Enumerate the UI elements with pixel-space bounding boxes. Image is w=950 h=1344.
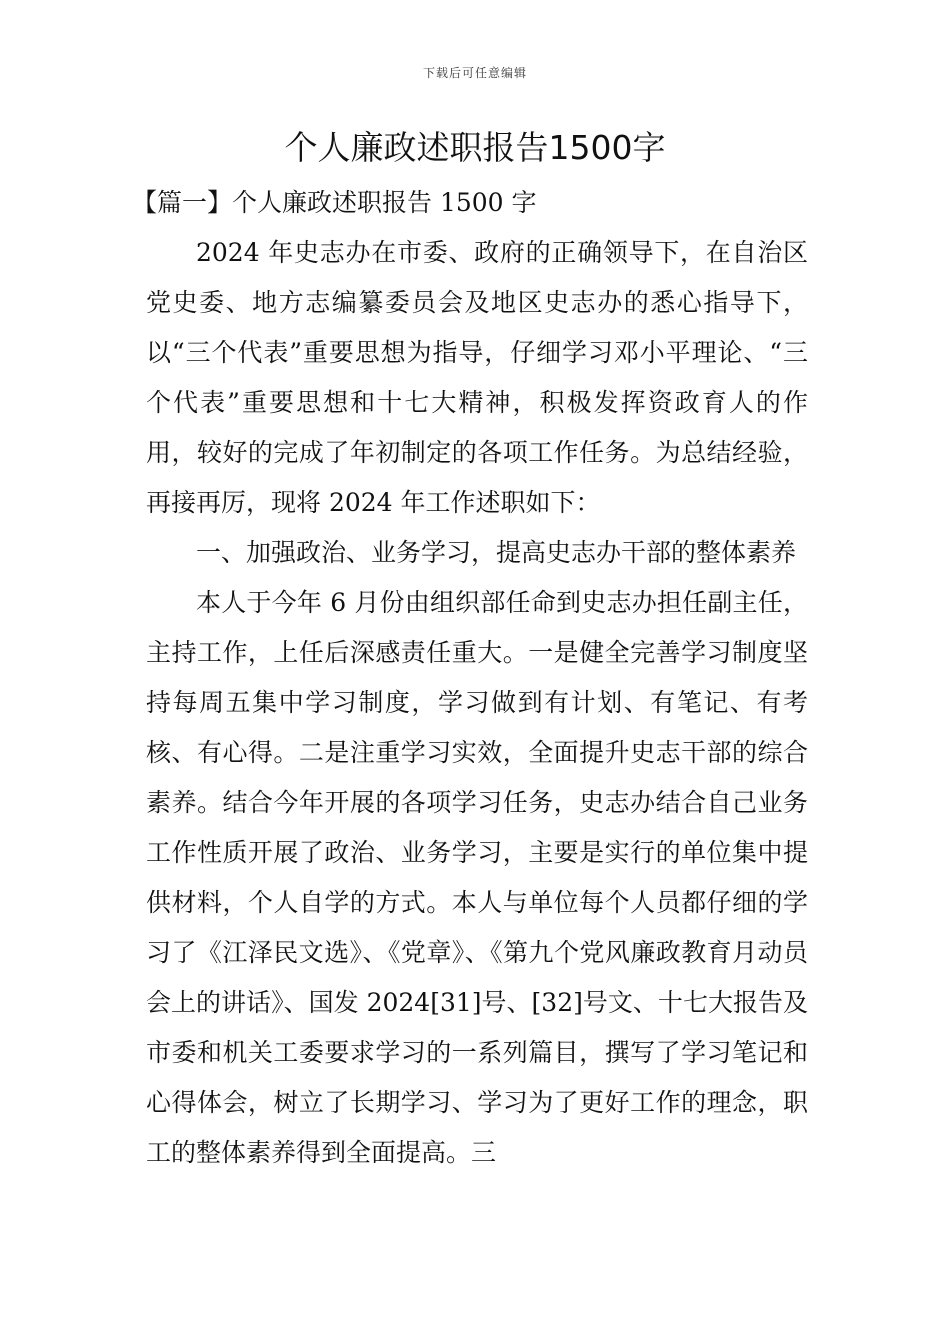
header-note: 下载后可任意编辑 [422,66,527,80]
section-heading: 【篇一】个人廉政述职报告 1500 字 [132,188,537,217]
paragraph-intro: 2024 年史志办在市委、政府的正确领导下，在自治区党史委、地方志编纂委员会及地区史志办的悉心指导下，以“三个代表”重要思想为指导，仔细学习邓小平理论、“三个代表”重要思想和十七大精神，积极发挥资政育人的作用，较好的完成了年初制定的各项工作任务。为总结经验，再接再厉，现将 2024 年工作述职如下： [146,238,808,517]
paragraph-subheading: 一、加强政治、业务学习，提高史志办干部的整体素养 [196,538,797,567]
document-body [132,178,808,1178]
document-title: 个人廉政述职报告1500字 [284,128,666,167]
paragraph-study: 本人于今年 6 月份由组织部任命到史志办担任副主任，主持工作，上任后深感责任重大。一是健全完善学习制度坚持每周五集中学习制度，学习做到有计划、有笔记、有考核、有心得。二是注重学习实效，全面提升史志干部的综合素养。结合今年开展的各项学习任务，史志办结合自己业务工作性质开展了政治、业务学习，主要是实行的单位集中提供材料，个人自学的方式。本人与单位每个人员都仔细的学习了《江泽民文选》、《党章》、《第九个党风廉政教育月动员会上的讲话》、国发 2024[31]号、[32]号文、十七大报告及市委和机关工委要求学习的一系列篇目，撰写了学习笔记和心得体会，树立了长期学习、学习为了更好工作的理念，职工的整体素养得到全面提高。三 [146,588,808,1167]
